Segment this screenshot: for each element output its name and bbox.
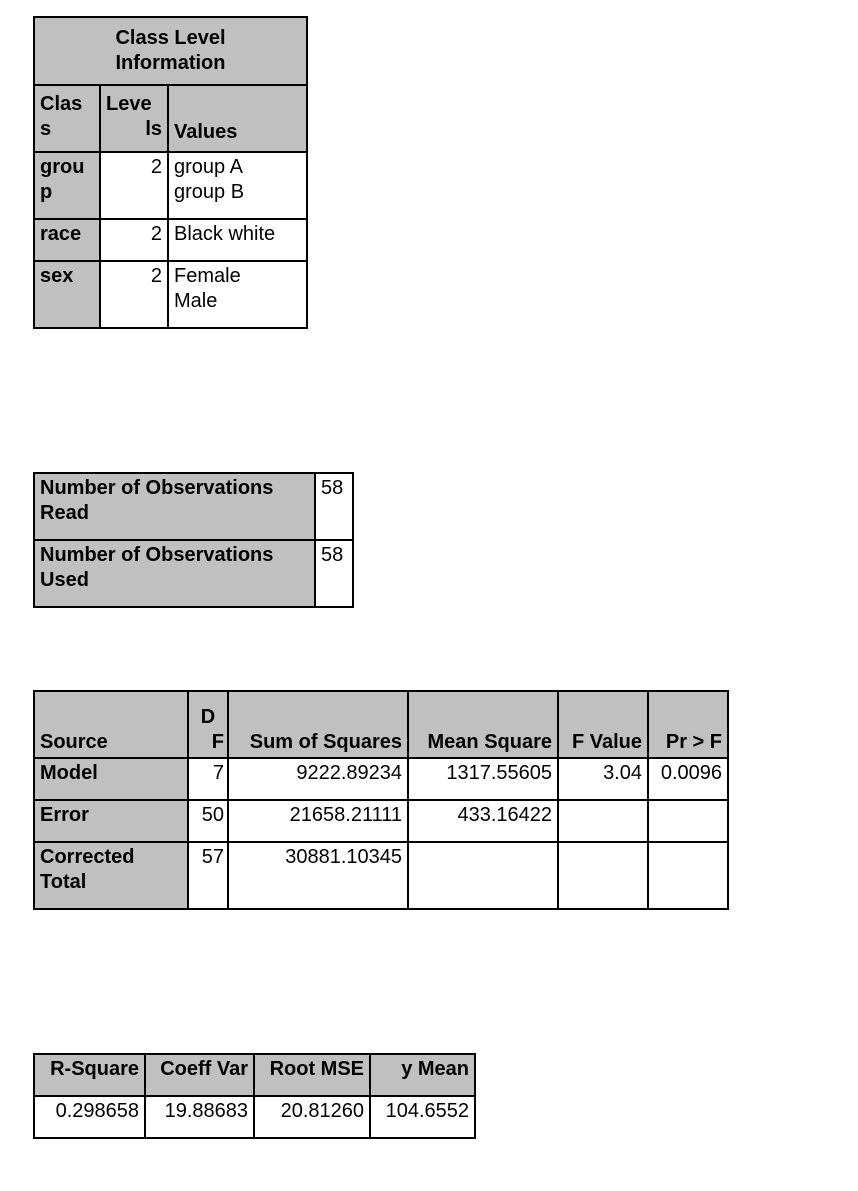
observations-table: [33, 472, 354, 608]
root-mse-header: Root MSE: [254, 1054, 370, 1096]
class-level-table: [33, 16, 308, 329]
p-value-cell: [648, 800, 728, 842]
values-column-header: Values: [168, 85, 307, 152]
df-cell: 7: [188, 758, 228, 800]
class-level-title: Class Level Information: [34, 17, 307, 85]
levels-column-header: Leve ls: [100, 85, 168, 152]
y-mean-header: y Mean: [370, 1054, 475, 1096]
root-mse-cell: 20.81260: [254, 1096, 370, 1138]
value-cell: 58: [315, 473, 353, 540]
table-row: [34, 842, 728, 909]
f-value-cell: [558, 800, 648, 842]
table-row: [34, 758, 728, 800]
row-header: grou p: [34, 152, 100, 219]
ss-column-header: Sum of Squares: [228, 691, 408, 758]
f-value-cell: [558, 842, 648, 909]
f-value-column-header: F Value: [558, 691, 648, 758]
row-header: Error: [34, 800, 188, 842]
coeff-var-cell: 19.88683: [145, 1096, 254, 1138]
row-header: sex: [34, 261, 100, 328]
ms-cell: 1317.55605: [408, 758, 558, 800]
p-value-cell: [648, 842, 728, 909]
df-cell: 50: [188, 800, 228, 842]
table-row: [34, 1096, 475, 1138]
table-row: [34, 219, 307, 261]
row-header: Number of Observations Read: [34, 473, 315, 540]
table-row: [34, 800, 728, 842]
source-column-header: Source: [34, 691, 188, 758]
f-value-cell: 3.04: [558, 758, 648, 800]
ss-cell: 21658.21111: [228, 800, 408, 842]
df-column-header: D F: [188, 691, 228, 758]
row-header: Model: [34, 758, 188, 800]
anova-table: [33, 690, 729, 910]
ss-cell: 30881.10345: [228, 842, 408, 909]
df-cell: 57: [188, 842, 228, 909]
ss-cell: 9222.89234: [228, 758, 408, 800]
values-cell: group A group B: [168, 152, 307, 219]
ms-cell: 433.16422: [408, 800, 558, 842]
table-row: [34, 473, 353, 540]
levels-cell: 2: [100, 219, 168, 261]
table-row: [34, 261, 307, 328]
value-cell: 58: [315, 540, 353, 607]
r-square-cell: 0.298658: [34, 1096, 145, 1138]
row-header: Number of Observations Used: [34, 540, 315, 607]
values-cell: Female Male: [168, 261, 307, 328]
table-row: [34, 540, 353, 607]
row-header: Corrected Total: [34, 842, 188, 909]
p-value-column-header: Pr > F: [648, 691, 728, 758]
coeff-var-header: Coeff Var: [145, 1054, 254, 1096]
class-column-header: Clas s: [34, 85, 100, 152]
fit-statistics-table: [33, 1053, 476, 1139]
y-mean-cell: 104.6552: [370, 1096, 475, 1138]
table-row: [34, 152, 307, 219]
levels-cell: 2: [100, 261, 168, 328]
ms-cell: [408, 842, 558, 909]
values-cell: Black white: [168, 219, 307, 261]
row-header: race: [34, 219, 100, 261]
levels-cell: 2: [100, 152, 168, 219]
p-value-cell: 0.0096: [648, 758, 728, 800]
ms-column-header: Mean Square: [408, 691, 558, 758]
r-square-header: R-Square: [34, 1054, 145, 1096]
